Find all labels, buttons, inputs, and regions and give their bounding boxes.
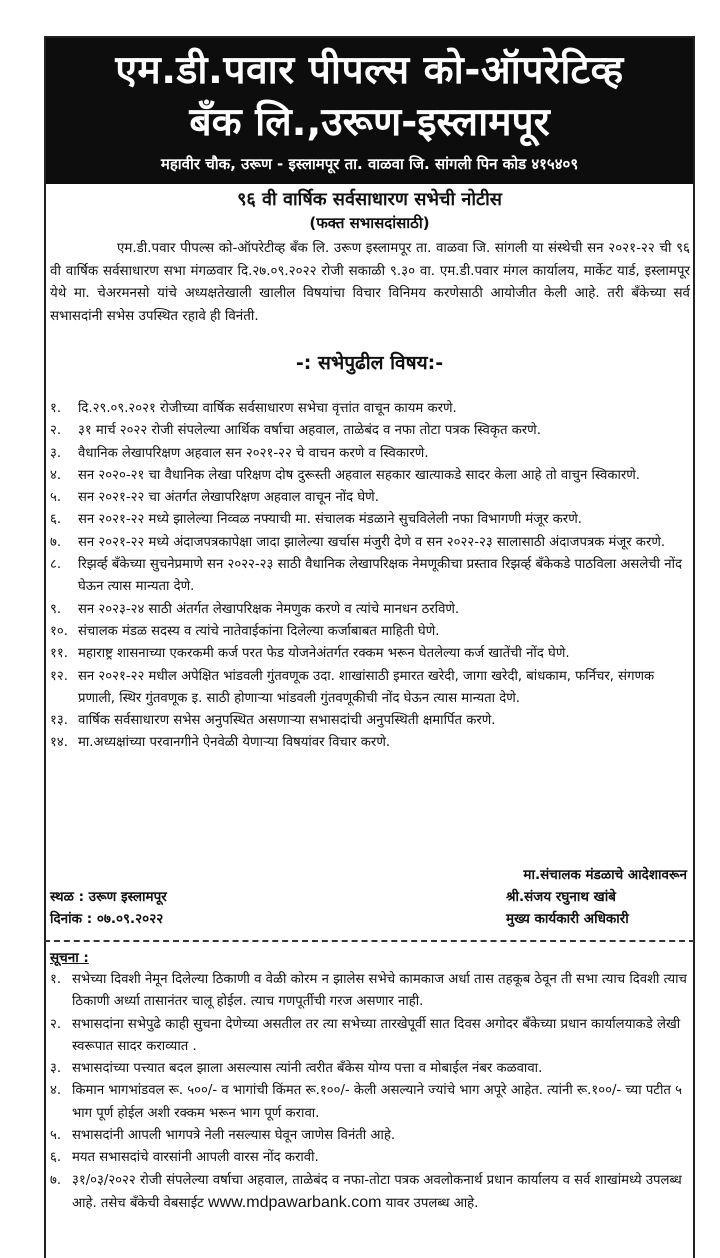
bank-header-banner: [46, 38, 693, 184]
agenda-item: १. दि.२९.०९.२०२१ रोजीच्या वार्षिक सर्वसाधारण सभेचा वृत्तांत वाचून कायम करणे.: [50, 401, 457, 416]
agenda-item: १४. मा.अध्यक्षांच्या परवानगीने ऐनवेळी येणाऱ्या विषयांवर विचार करणे.: [50, 735, 391, 751]
agenda-item: १०. संचालक मंडळ सदस्य व त्यांचे नातेवाईकांना दिलेल्या कर्जाबाबत माहिती घेणे.: [50, 623, 440, 639]
signatory-name: श्री.संजय रघुनाथ खांबे: [506, 889, 616, 905]
notice-frame: [44, 36, 695, 1258]
notes-list: [50, 969, 691, 1215]
agenda-item: ९. सन २०२३-२४ साठी अंतर्गत लेखापरिक्षक नेमणुक करणे व त्यांचे मानधन ठरविणे.: [50, 601, 460, 617]
notice-intro: एम.डी.पवार पीपल्स को-ऑपरेटीव्ह बँक लि. उरूण इस्लामपूर ता. वाळवा जि. सांगली या संस्थेची सन २०२१-२२ ची ९६ वी वार्षिक सर्वसाधारण सभा मंगळवार दि.२७.०९.२०२२ रोजी सकाळी ९.३० वा. एम.डी.पवार मंगल कार्यालय, मार्केट यार्ड, इस्लामपूर येथे मा. चेअरमनसो यांचे अध्यक्षतेखाली खालील विषयांचा विचार विनिमय करणेसाठी आयोजीत केली आहे. तरी बँकेच्या सर्व सभासदांनी सभेस उपस्थित रहावे ही विनंती.: [50, 241, 690, 324]
agenda-item: १३. वार्षिक सर्वसाधारण सभेस अनुपस्थित असणाऱ्या सभासदांची अनुपस्थिती क्षमार्पित करणे.: [50, 713, 496, 729]
agenda-item: ११. महाराष्ट्र शासनाच्या एकरकमी कर्ज परत फेड योजनेअंतर्गत रक्कम भरून घेतलेल्या कर्ज खातेंची नोंद घेणे.: [50, 646, 570, 662]
signatory-designation: मुख्य कार्यकारी अधिकारी: [506, 911, 629, 927]
notice-title: ९६ वी वार्षिक सर्वसाधारण सभेची नोटीस: [237, 189, 502, 210]
agenda-item: ६. सन २०२१-२२ मध्ये झालेल्या निव्वळ नफ्याची मा. संचालक मंडळाने सुचविलेली नफा विभागणी मंजूर करणे.: [50, 512, 582, 528]
agenda-item: २. ३१ मार्च २०२२ रोजी संपलेल्या आर्थिक वर्षाचा अहवाल, ताळेबंद व नफा तोटा पत्रक स्विकृत करणे.: [50, 423, 541, 439]
agenda-item: ४. सन २०२०-२१ चा वैधानिक लेखा परिक्षण दोष दुरूस्ती अहवाल सहकार खात्याकडे सादर केला आहे तो वाचुन स्विकारणे.: [50, 467, 641, 483]
agenda-item: ३. वैधानिक लेखापरिक्षण अहवाल सन २०२१-२२ चे वाचन करणे व स्विकारणे.: [50, 445, 429, 461]
agenda-item: ५. सन २०२१-२२ चा अंतर्गत लेखापरिक्षण अहवाल वाचून नोंद घेणे.: [50, 490, 379, 506]
note-item: ७. ३१/०३/२०२२ रोजी संपलेल्या वर्षाचा अहवाल, ताळेबंद व नफा-तोटा पत्रक अवलोकनार्थ प्रधान कार्यालय व सर्व शाखांमध्ये उपलब्ध आहे. तसेच बँकेची वेबसाईट www.mdpawarbank.com यावर उपलब्ध आहे.: [50, 1172, 682, 1211]
note-item: ५. सभासदांनी आपली भागपत्रे नेली नसल्यास घेवून जाणेस विनंती आहे.: [50, 1128, 396, 1144]
notice-subtitle: (फक्त सभासदांसाठी): [309, 214, 430, 232]
agenda-heading: -: सभेपुढील विषय:-: [295, 352, 444, 374]
agenda-list: [50, 398, 691, 755]
place-text: स्थळ : उरूण इस्लामपूर: [50, 889, 167, 905]
note-item: १. सभेच्या दिवशी नेमून दिलेल्या ठिकाणी व वेळी कोरम न झालेस सभेचे कामकाज अर्धा तास तहकूब ठेवून ती सभा त्याच दिवशी त्याच ठिकाणी अर्ध्या तासानंतर चालू होईल. त्याच गणपूर्तीची गरज असणार नाही.: [50, 972, 687, 1010]
agenda-item: ८. रिझर्व्ह बँकेच्या सुचनेप्रमाणे सन २०२२-२३ साठी वैधानिक लेखापरिक्षक नेमणूकीचा प्रस्ताव रिझर्व्ह बँकेकडे पाठविला असलेची नोंद घेऊन त्यास मान्यता देणे.: [50, 557, 682, 595]
notes-heading: सूचना :: [50, 950, 89, 966]
bank-name-line1: एम.डी.पवार पीपल्स को-ऑपरेटिव्ह: [115, 48, 624, 93]
note-item: ४. किमान भागभांडवल रू. ५००/- व भागांची किंमत रू.१००/- केली असल्याने ज्यांचे भाग अपूरे आहेत. त्यांनी रू.१००/- च्या पटीत ५ भाग पूर्ण होईल अशी रक्कम भरून भाग पूर्ण करावा.: [50, 1083, 682, 1121]
board-order-text: मा.संचालक मंडळाचे आदेशावरून: [523, 867, 687, 883]
note-item: ३. सभासदांच्या पत्त्यात बदल झाला असल्यास त्यांनी त्वरीत बँकेस योग्य पत्ता व मोबाईल नंबर कळवावा.: [50, 1061, 543, 1077]
agenda-item: १२. सन २०२१-२२ मधील अपेक्षित भांडवली गुंतवणूक उदा. शाखांसाठी इमारत खरेदी, जागा खरेदी, बांधकाम, फर्निचर, संगणक प्रणाली, स्थिर गुंतवणूक इ. साठी होणाऱ्या भांडवली गुंतवणूकीची नोंद घेऊन त्यास मान्यता देणे.: [50, 668, 655, 706]
bank-website-link[interactable]: www.mdpawarbank.com: [208, 1193, 382, 1211]
agenda-item: ७. सन २०२१-२२ मध्ये अंदाजपत्रकापेक्षा जादा झालेल्या खर्चास मंजुरी देणे व सन २०२२-२३ सालासाठी अंदाजपत्रक मंजूर करणे.: [50, 534, 666, 550]
note-item: ६. मयत सभासदांचे वारसांनी आपली वारस नोंद करावी.: [50, 1150, 319, 1166]
bank-name-line2: बँक लि.,उरूण-इस्लामपूर: [189, 100, 550, 145]
note-item: २. सभासदांना सभेपुढे काही सुचना देणेच्या असतील तर त्या सभेच्या तारखेपूर्वी सात दिवस अगोदर बँकेच्या प्रधान कार्यालयाकडे लेखी स्वरूपात सादर कराव्यात .: [50, 1016, 681, 1054]
bank-address: महावीर चौक, उरूण - इस्लामपूर ता. वाळवा जि. सांगली पिन कोड ४१५४०९: [160, 155, 579, 173]
date-text: दिनांक : ०७.०९.२०२२: [50, 911, 164, 927]
section-divider: [44, 940, 695, 942]
